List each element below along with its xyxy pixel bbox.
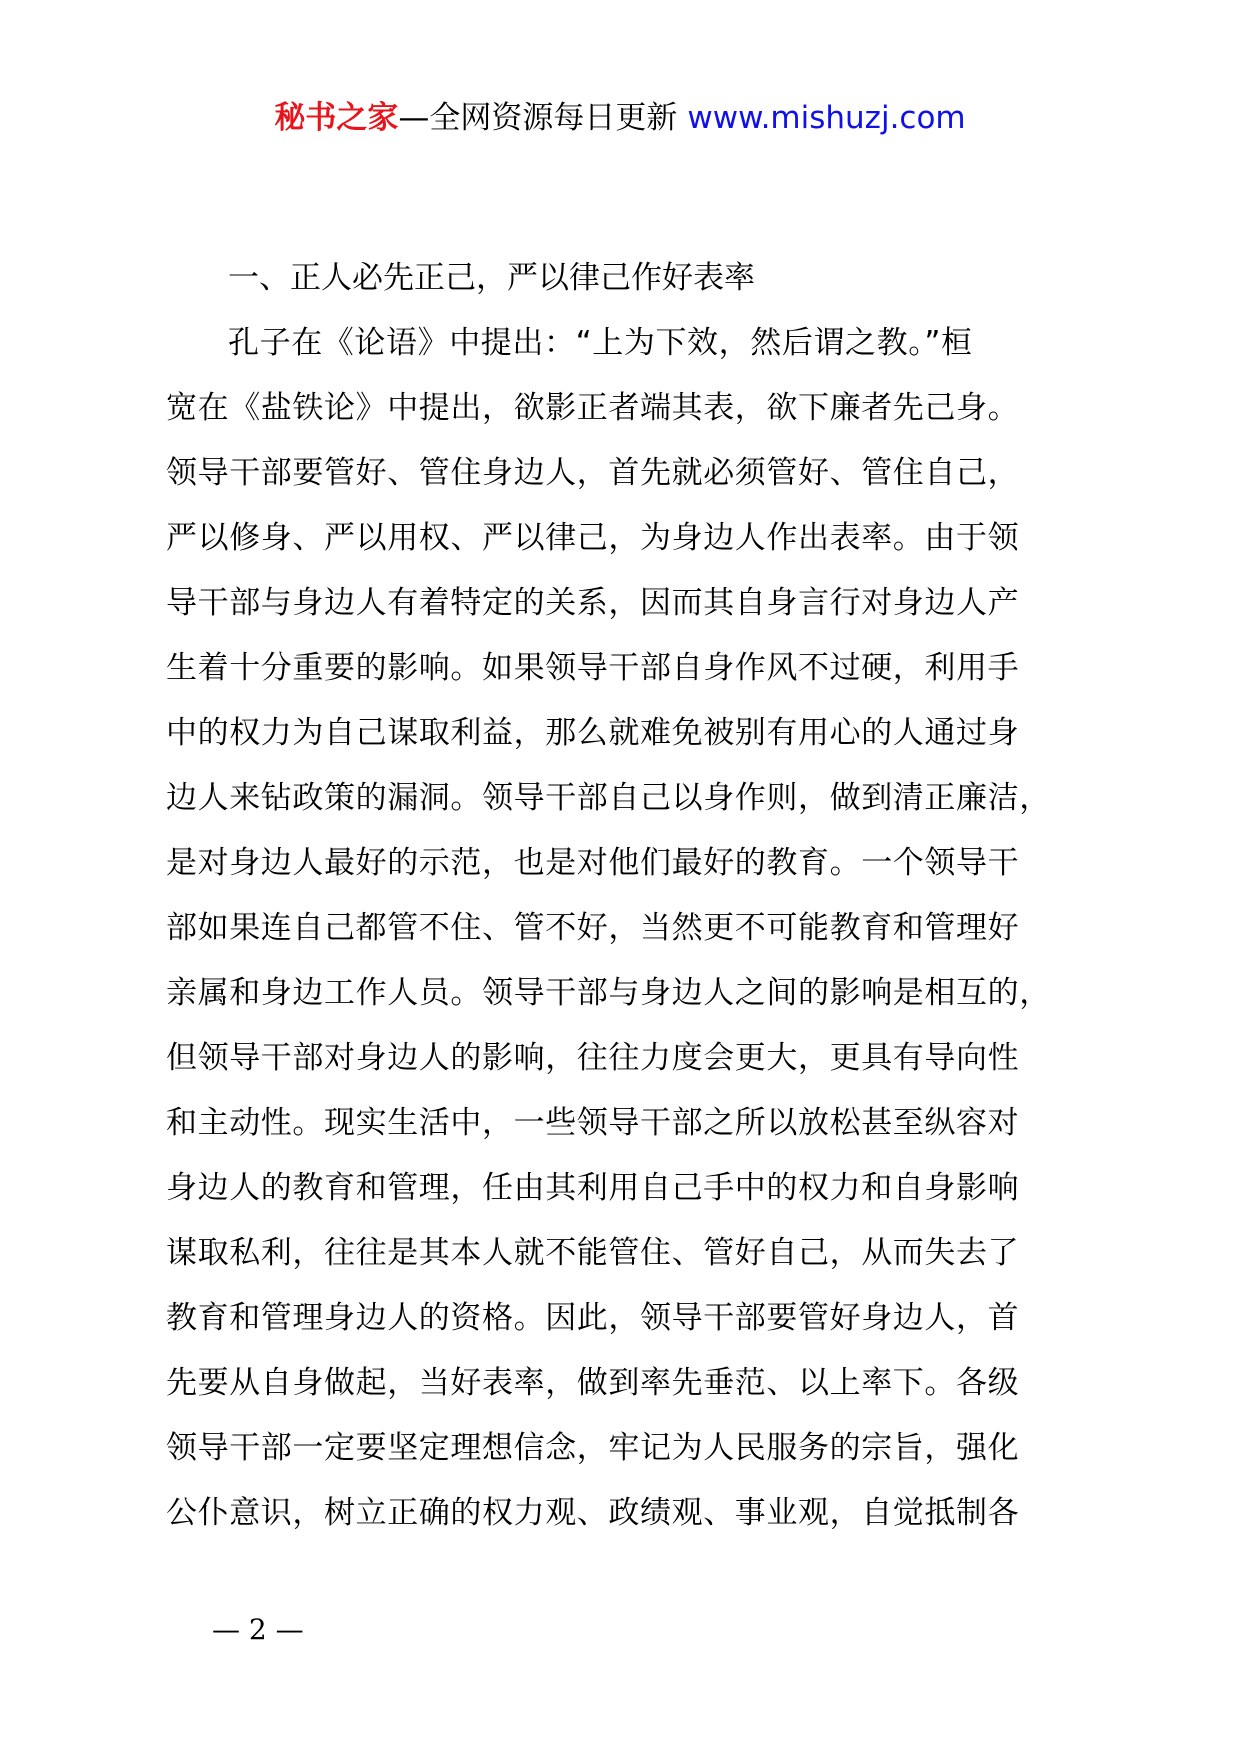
paragraph-line: 亲属和身边工作人员。领导干部与身边人之间的影响是相互的， bbox=[166, 975, 1051, 1011]
paragraph bbox=[166, 311, 1126, 1546]
document-body bbox=[166, 246, 1126, 1546]
paragraph-line: 导干部与身边人有着特定的关系，因而其自身言行对身边人产 bbox=[166, 585, 1020, 621]
paragraph-line: 孔子在《论语》中提出：“上为下效，然后谓之教。”桓 bbox=[228, 325, 973, 361]
paragraph-line: 中的权力为自己谋取利益，那么就难免被别有用心的人通过身 bbox=[166, 715, 1020, 751]
paragraph-line: 边人来钻政策的漏洞。领导干部自己以身作则，做到清正廉洁， bbox=[166, 780, 1051, 816]
paragraph-line: 谋取私利，往往是其本人就不能管住、管好自己，从而失去了 bbox=[166, 1235, 1020, 1271]
paragraph-line: 和主动性。现实生活中，一些领导干部之所以放松甚至纵容对 bbox=[166, 1105, 1020, 1141]
paragraph-line: 部如果连自己都管不住、管不好，当然更不可能教育和管理好 bbox=[166, 910, 1020, 946]
site-url-link[interactable]: www.mishuzj.com bbox=[687, 100, 966, 136]
paragraph-line: 先要从自身做起，当好表率，做到率先垂范、以上率下。各级 bbox=[166, 1365, 1020, 1401]
paragraph-line: 教育和管理身边人的资格。因此，领导干部要管好身边人，首 bbox=[166, 1300, 1020, 1336]
paragraph-line: 领导干部要管好、管住身边人，首先就必须管好、管住自己， bbox=[166, 455, 1020, 491]
header-tagline: —全网资源每日更新 bbox=[398, 100, 678, 136]
paragraph-line: 是对身边人最好的示范，也是对他们最好的教育。一个领导干 bbox=[166, 845, 1020, 881]
page-header bbox=[0, 98, 1240, 138]
page-number: — 2 — bbox=[212, 1613, 304, 1646]
section-heading: 一、正人必先正己，严以律己作好表率 bbox=[228, 260, 755, 296]
paragraph-line: 公仆意识，树立正确的权力观、政绩观、事业观，自觉抵制各 bbox=[166, 1495, 1020, 1531]
paragraph-line: 身边人的教育和管理，任由其利用自己手中的权力和自身影响 bbox=[166, 1170, 1020, 1206]
paragraph-line: 但领导干部对身边人的影响，往往力度会更大，更具有导向性 bbox=[166, 1040, 1020, 1076]
paragraph-line: 严以修身、严以用权、严以律己，为身边人作出表率。由于领 bbox=[166, 520, 1020, 556]
paragraph-line: 领导干部一定要坚定理想信念，牢记为人民服务的宗旨，强化 bbox=[166, 1430, 1020, 1466]
brand-name: 秘书之家 bbox=[274, 100, 399, 136]
paragraph-line: 宽在《盐铁论》中提出，欲影正者端其表，欲下廉者先己身。 bbox=[166, 390, 1020, 426]
paragraph-line: 生着十分重要的影响。如果领导干部自身作风不过硬，利用手 bbox=[166, 650, 1020, 686]
